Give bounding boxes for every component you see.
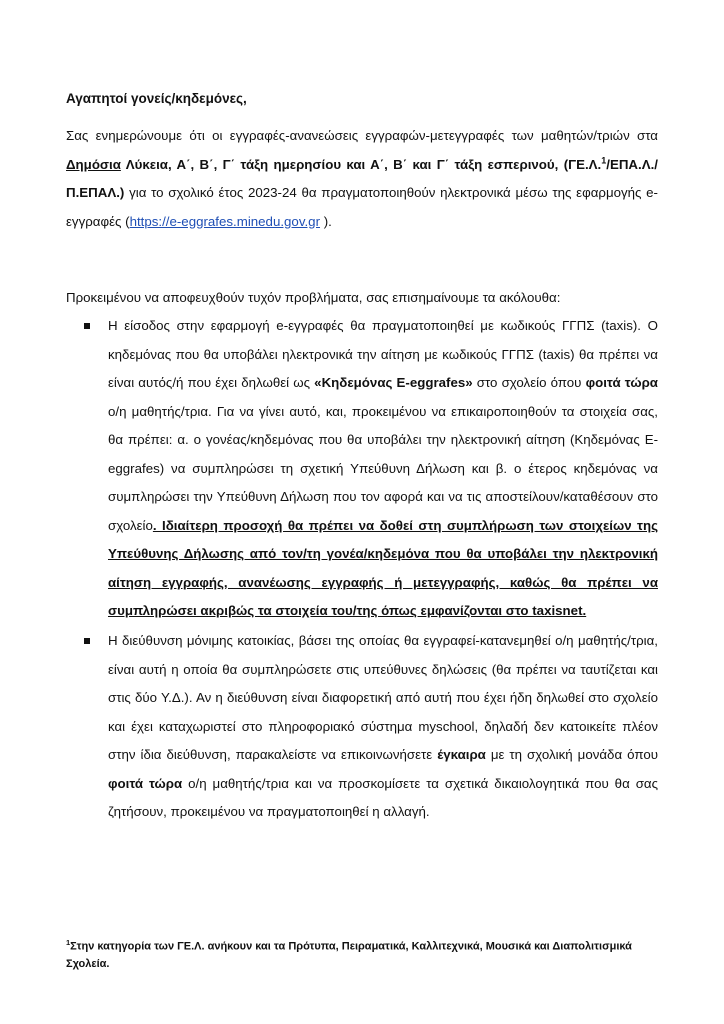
greeting-heading: Αγαπητοί γονείς/κηδεμόνες,: [66, 91, 247, 106]
e-eggrafes-link[interactable]: https://e-eggrafes.minedu.gov.gr: [129, 213, 321, 229]
bullet1-text-3: ο/η μαθητής/τρια. Για να γίνει αυτό, και, προκειμένου να επικαιροποιηθούν τα στοιχεία σας, θα πρέπει: α. ο γονέας/κηδεμόνας που θα υποβάλει την ηλεκτρονική αίτηση (Κηδεμόνας E-eggrafes) να συμπληρώσει τη σχετική Υπεύθυνη Δήλωση και β. ο έτερος κηδεμόνας να συμπληρώσει την Υπεύθυνη Δήλωση που τον αφορά και να τις αποστείλουν/καταθέσουν στο σχολείο: [108, 403, 658, 533]
footnote: [66, 934, 666, 973]
bullet1-attends-now: φοιτά τώρα: [585, 375, 658, 390]
school-classes: Λύκεια, Α΄, Β΄, Γ΄ τάξη ημερησίου και Α΄, Β΄ και Γ΄ τάξη εσπερινού, (ΓΕ.Λ.: [120, 156, 602, 172]
school-types: /ΕΠΑ.Λ./Π.ΕΠΑΛ.): [66, 156, 658, 200]
bullet1-text-2: στο σχολείο όπου: [472, 375, 586, 390]
footnote-reference: 1: [601, 155, 607, 166]
bullet2-timely: έγκαιρα: [437, 747, 486, 762]
public-word: Δημόσια: [66, 156, 121, 172]
intro-paragraph: [66, 122, 658, 236]
bullet2-text-1: Η διεύθυνση μόνιμης κατοικίας, βάσει της οποίας θα εγγραφεί-κατανεμηθεί ο/η μαθητής/τρια, είναι αυτή η οποία θα συμπληρώσετε στις υπεύθυνες δηλώσεις (θα πρέπει να ταυτίζεται και στις δύο Υ.Δ.). Αν η διεύθυνση είναι διαφορετική από αυτή που έχει ήδη δηλωθεί στο σχολείο και έχει καταχωριστεί στο πληροφοριακό σύστημα myschool, δηλαδή δεν κατοικείτε πλέον στην ίδια διεύθυνση, παρακαλείστε να επικοινωνήσετε: [108, 633, 658, 762]
footnote-number: 1: [66, 938, 71, 947]
footnote-text: Στην κατηγορία των ΓΕ.Λ. ανήκουν και τα Πρότυπα, Πειραματικά, Καλλιτεχνικά, Μουσικά και Διαπολιτισμικά Σχολεία.: [66, 940, 632, 970]
intro-text-1: Σας ενημερώνουμε ότι οι εγγραφές-ανανεώσεις εγγραφών-μετεγγραφές των μαθητών/τριών στα: [66, 128, 658, 143]
bullet1-warning: . Ιδιαίτερη προσοχή θα πρέπει να δοθεί στη συμπλήρωση των στοιχείων της Υπεύθυνης Δήλωσης από τον/τη γονέα/κηδεμόνα που θα υποβάλει την ηλεκτρονική αίτηση εγγραφής, ανανέωσης εγγραφής ή μετεγγραφής, καθώς θα πρέπει να συμπληρώσει ακριβώς τα στοιχεία του/της όπως εμφανίζονται στο taxisnet.: [108, 517, 658, 618]
lead-paragraph: Προκειμένου να αποφευχθούν τυχόν προβλήματα, σας επισημαίνουμε τα ακόλουθα:: [66, 290, 561, 305]
bullet1-text-1: Η είσοδος στην εφαρμογή e-εγγραφές θα πραγματοποιηθεί με κωδικούς ΓΓΠΣ (taxis). Ο κηδεμόνας που θα υποβάλει ηλεκτρονικά την αίτηση με κωδικούς ΓΓΠΣ (taxis) θα πρέπει να είναι αυτός/ή που έχει δηλωθεί ως: [108, 318, 658, 390]
bullet2-text-2: με τη σχολική μονάδα όπου: [485, 747, 658, 762]
bullet2-text-3: ο/η μαθητής/τρια και να προσκομίσετε τα σχετικά δικαιολογητικά που θα σας ζητήσουν, προκειμένου να πραγματοποιηθεί η αλλαγή.: [108, 775, 658, 819]
bullet-icon: [84, 638, 90, 644]
bullet1-guardian-term: «Κηδεμόνας E-eggrafes»: [314, 375, 473, 390]
bullet-icon: [84, 323, 90, 329]
intro-text-3: ).: [320, 213, 332, 229]
list-item: [108, 627, 658, 827]
list-item: [108, 312, 658, 626]
bullet2-attends-now: φοιτά τώρα: [108, 775, 183, 791]
intro-text-2: για το σχολικό έτος 2023-24 θα πραγματοποιηθούν ηλεκτρονικά μέσω της εφαρμογής e-εγγραφές (: [66, 185, 658, 229]
